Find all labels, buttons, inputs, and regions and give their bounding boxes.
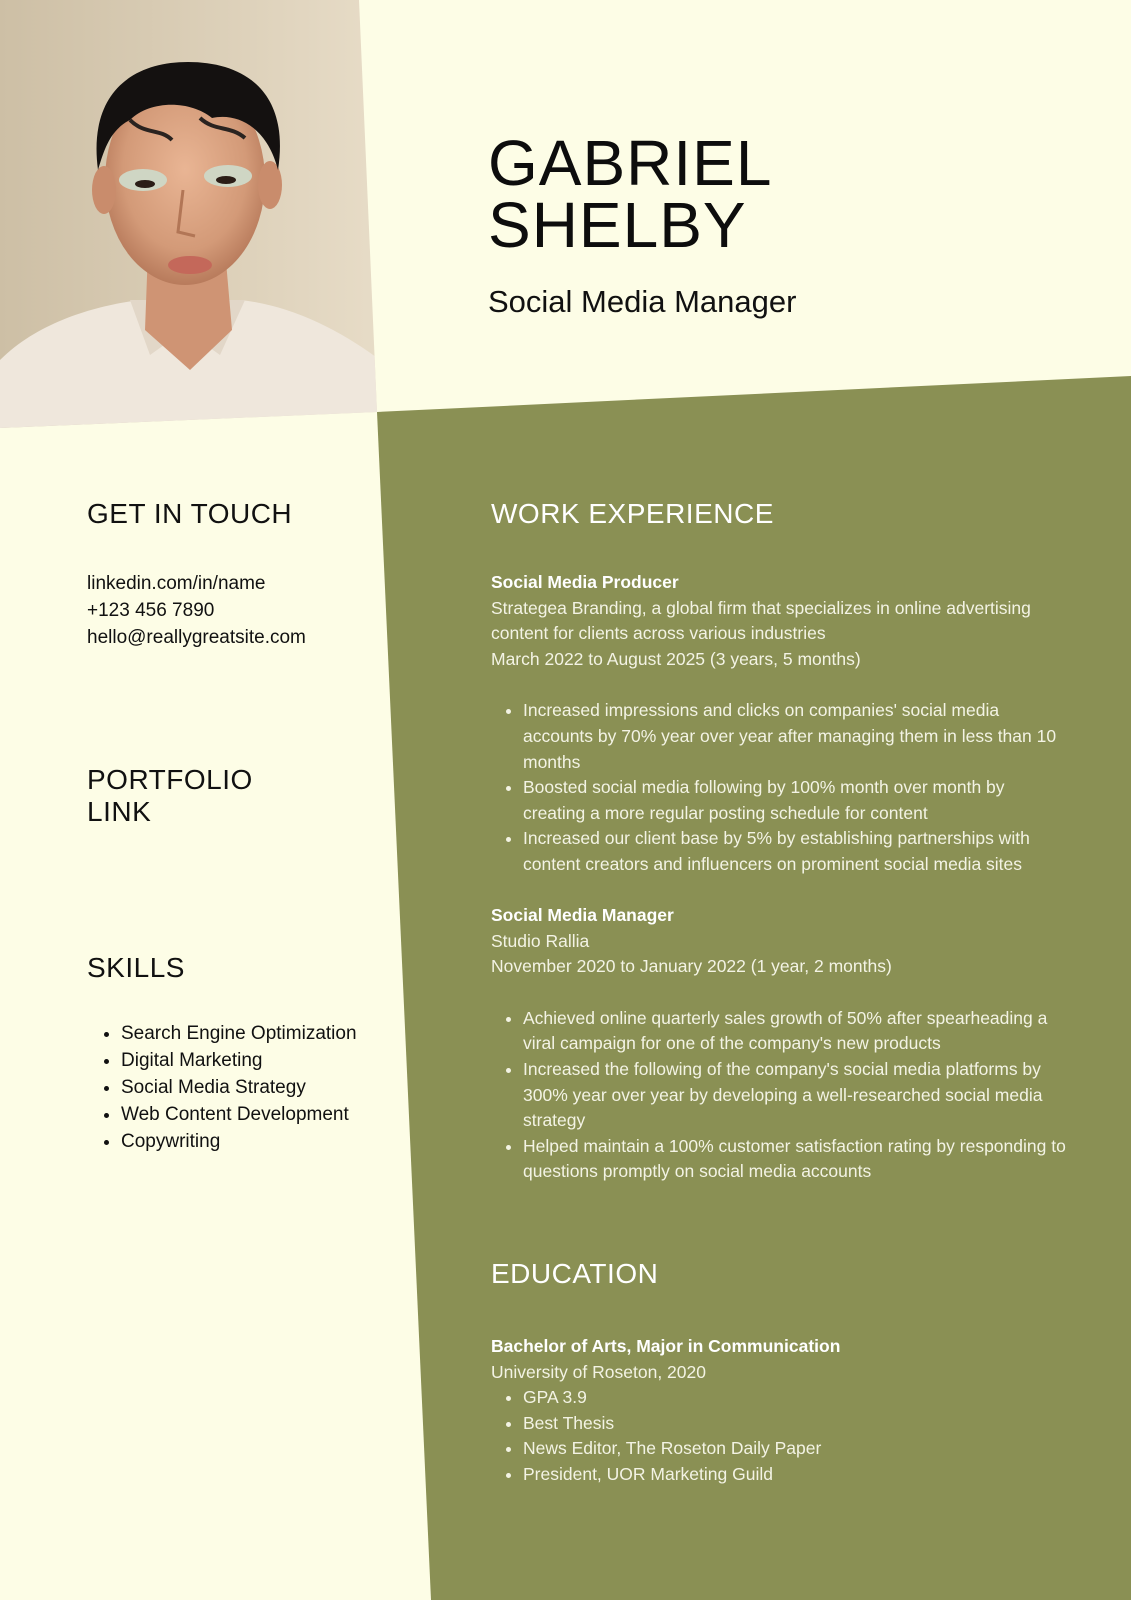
education-bullets [491,1385,1066,1487]
job-bullet: • Increased impressions and clicks on companies' social media accounts by 70% year over year after managing them in less than 10 months [523,698,1066,775]
education-entry [491,1334,1066,1488]
job-dates: November 2020 to January 2022 (1 year, 2 months) [491,956,892,977]
job-dates: March 2022 to August 2025 (3 years, 5 months) [491,648,861,669]
skill-item: • Digital Marketing [121,1047,411,1074]
work-experience-heading: WORK EXPERIENCE [491,498,774,529]
job-bullet: • Achieved online quarterly sales growth of 50% after spearheading a viral campaign for one of the company's new products [523,1006,1066,1057]
skill-item: • Copywriting [121,1128,411,1155]
job-company: Studio Rallia [491,930,590,951]
person-name [488,127,773,261]
education-bullet: • President, UOR Marketing Guild [523,1462,1066,1488]
job-role: Social Media Manager [491,905,674,925]
portrait-photo [0,0,380,430]
job-bullets [491,1006,1066,1185]
portfolio-heading-line1: PORTFOLIO [87,764,253,795]
linkedin-link[interactable]: linkedin.com/in/name [87,573,266,594]
skill-item: • Web Content Development [121,1101,411,1128]
name-last: SHELBY [488,189,747,261]
education-heading: EDUCATION [491,1258,659,1289]
portfolio-heading[interactable] [87,764,253,828]
skill-item: • Social Media Strategy [121,1074,411,1101]
job-entry [491,903,1066,1185]
email-link[interactable]: hello@reallygreatsite.com [87,627,306,648]
phone-number: +123 456 7890 [87,600,215,621]
degree: Bachelor of Arts, Major in Communication [491,1336,841,1356]
school: University of Roseton, 2020 [491,1361,706,1382]
job-bullet: • Helped maintain a 100% customer satisfaction rating by responding to questions promptly on social media accounts [523,1134,1066,1185]
contact-list [87,570,306,651]
job-company: Strategea Branding, a global firm that specializes in online advertising content for clients across various industries [491,597,1031,644]
skill-item: • Search Engine Optimization [121,1020,411,1047]
skills-heading: SKILLS [87,952,185,983]
job-bullet: • Increased the following of the company's social media platforms by 300% year over year by developing a well-researched social media strategy [523,1057,1066,1134]
job-title: Social Media Manager [488,284,797,319]
education-bullet: • Best Thesis [523,1411,1066,1437]
education-bullet: • News Editor, The Roseton Daily Paper [523,1436,1066,1462]
contact-heading: GET IN TOUCH [87,498,293,529]
skills-list [87,1020,411,1155]
job-bullet: • Boosted social media following by 100% month over month by creating a more regular posting schedule for content [523,775,1066,826]
name-first: GABRIEL [488,127,773,199]
job-entry [491,570,1066,878]
portfolio-heading-line2: LINK [87,796,152,827]
job-bullets [491,698,1066,877]
job-role: Social Media Producer [491,572,679,592]
job-bullet: • Increased our client base by 5% by establishing partnerships with content creators and influencers on prominent social media sites [523,826,1066,877]
education-bullet: • GPA 3.9 [523,1385,1066,1411]
